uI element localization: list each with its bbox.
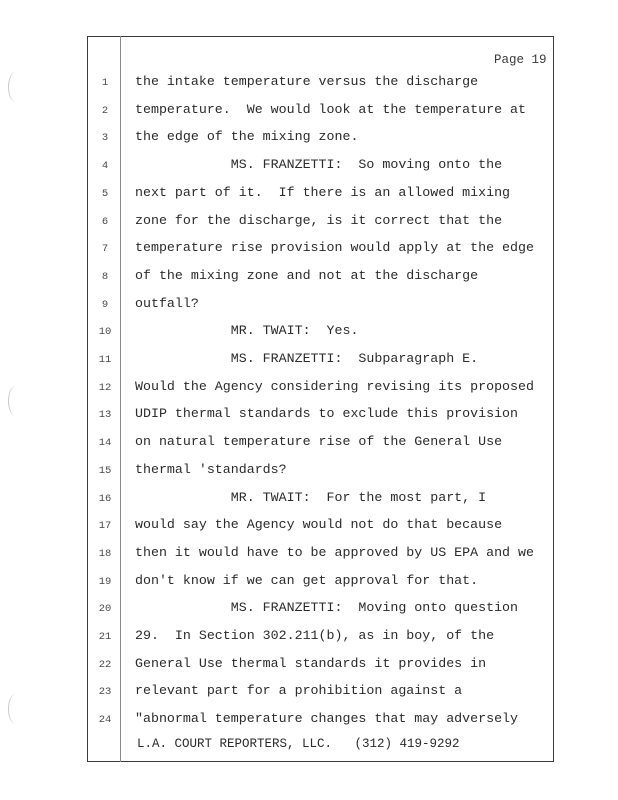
transcript-line <box>0 157 618 177</box>
line-text: would say the Agency would not do that because <box>135 517 503 533</box>
line-number: 2 <box>101 104 109 117</box>
line-number: 18 <box>98 547 112 560</box>
line-text: the edge of the mixing zone. <box>135 129 359 145</box>
transcript-line <box>0 434 618 454</box>
line-text: UDIP thermal standards to exclude this provision <box>135 406 519 422</box>
line-number: 16 <box>98 492 112 505</box>
line-number: 9 <box>101 298 109 311</box>
line-text: MR. TWAIT: Yes. <box>135 323 359 339</box>
line-text: temperature rise provision would apply at the edge <box>135 240 534 256</box>
transcript-line <box>0 213 618 233</box>
line-number: 13 <box>98 409 112 422</box>
line-number: 5 <box>101 187 109 200</box>
line-number: 8 <box>101 270 109 283</box>
transcript-line <box>0 711 618 731</box>
transcript-line <box>0 379 618 399</box>
line-text: 29. In Section 302.211(b), as in boy, of the <box>135 628 495 643</box>
transcript-line <box>0 656 618 676</box>
line-text: of the mixing zone and not at the discharge <box>135 267 479 283</box>
page-number: Page 19 <box>494 53 547 67</box>
line-text: don't know if we can get approval for that. <box>135 572 479 588</box>
transcript-line <box>0 268 618 288</box>
transcript-line <box>0 351 618 371</box>
line-number: 22 <box>98 658 112 671</box>
line-text: MS. FRANZETTI: So moving onto the <box>135 157 503 173</box>
line-text: MS. FRANZETTI: Moving onto question <box>135 600 519 616</box>
transcript-line <box>0 628 618 648</box>
line-number: 12 <box>98 381 112 394</box>
transcript-line <box>0 683 618 703</box>
line-number: 10 <box>98 326 112 339</box>
line-number: 21 <box>98 631 112 643</box>
court-reporter-footer: L.A. COURT REPORTERS, LLC. (312) 419-9292 <box>137 737 460 751</box>
line-text: relevant part for a prohibition against a <box>135 683 463 699</box>
line-number: 11 <box>98 354 112 366</box>
line-number: 15 <box>98 464 112 477</box>
line-number: 4 <box>101 160 109 173</box>
line-text: "abnormal temperature changes that may adversely <box>135 711 519 727</box>
line-text: next part of it. If there is an allowed mixing <box>135 184 511 200</box>
transcript-line <box>0 573 618 593</box>
transcript-line <box>0 517 618 537</box>
transcript-line <box>0 490 618 510</box>
line-text: the intake temperature versus the discharge <box>135 74 479 89</box>
line-number: 7 <box>101 243 109 256</box>
line-text: zone for the discharge, is it correct that the <box>135 212 503 228</box>
line-text: outfall? <box>135 295 199 311</box>
transcript-line <box>0 129 618 149</box>
transcript-line <box>0 296 618 316</box>
transcript-line <box>0 323 618 343</box>
line-number: 24 <box>98 714 112 727</box>
transcript-line <box>0 102 618 122</box>
line-number: 17 <box>98 520 112 533</box>
line-text: thermal 'standards? <box>135 461 287 477</box>
line-number: 14 <box>98 437 112 450</box>
line-text: then it would have to be approved by US EPA and we <box>135 544 534 560</box>
transcript-line <box>0 240 618 260</box>
transcript-line <box>0 462 618 482</box>
line-number: 19 <box>98 575 112 588</box>
line-number: 3 <box>101 132 109 145</box>
transcript-line <box>0 545 618 565</box>
line-text: MS. FRANZETTI: Subparagraph E. <box>135 351 479 366</box>
line-text: on natural temperature rise of the General Use <box>135 434 503 450</box>
line-text: Would the Agency considering revising its proposed <box>135 378 534 394</box>
transcript-line <box>0 600 618 620</box>
line-text: General Use thermal standards it provides in <box>135 655 487 671</box>
line-number: 23 <box>98 686 112 699</box>
transcript-line <box>0 74 618 94</box>
line-text: MR. TWAIT: For the most part, I <box>135 489 487 505</box>
line-number: 1 <box>101 77 109 89</box>
line-number: 20 <box>98 603 112 616</box>
transcript-line <box>0 185 618 205</box>
line-number: 6 <box>101 215 109 228</box>
transcript-line <box>0 406 618 426</box>
line-text: temperature. We would look at the temperature at <box>135 101 526 117</box>
